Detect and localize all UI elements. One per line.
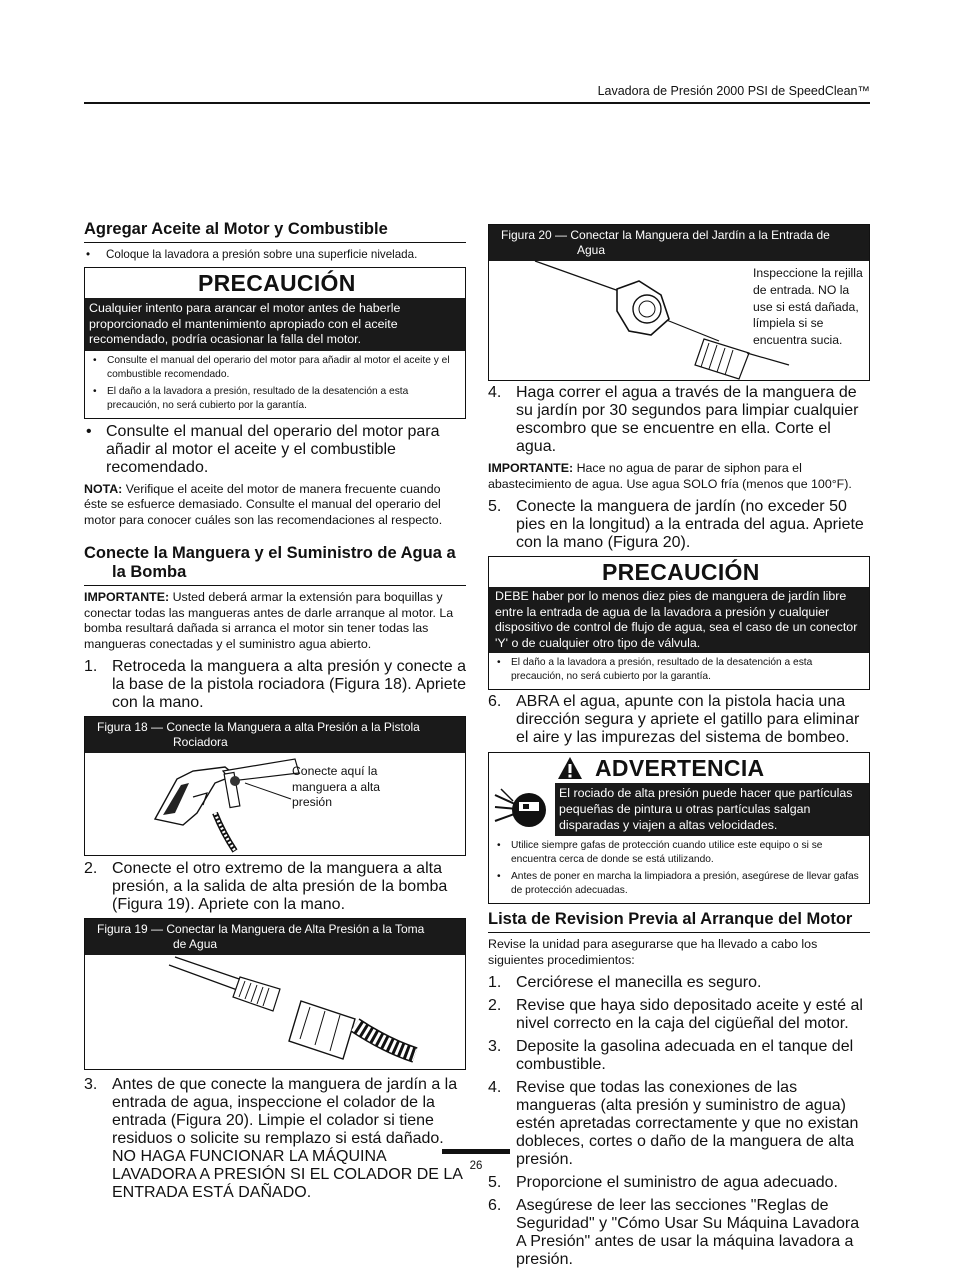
- list-item: • Consulte el manual del operario del motor para añadir al motor el aceite y el combustible recomendado.: [93, 354, 450, 380]
- list-item: • Consulte el manual del operario del motor para añadir al motor el aceite y el combustible recomendado.: [86, 422, 440, 476]
- checklist-intro: Revise la unidad para asegurarse que ha llevado a cabo los siguientes procedimientos:: [488, 937, 818, 967]
- important-paragraph: IMPORTANTE: Hace no agua de parar de siphon para el abastecimiento de agua. Use agua SOLO fría (menos que 100°F).: [488, 461, 852, 491]
- caution-body: Cualquier intento para arancar el motor antes de haberle proporcionado el mantenimiento apropiado con el aceite recomendado, podría ocasionar la falla del motor.: [85, 298, 465, 351]
- page-number: 26: [469, 1160, 483, 1172]
- note-paragraph: NOTA: Verifique el aceite del motor de manera frecuente cuando éste se esfuerce demasiado. Consulte el manual del operario del motor para conocer cuáles son las recomendaciones al respecto.: [84, 481, 443, 527]
- figure-caption: Figura 20 — Conectar la Manguera del Jardín a la Entrada de Agua: [489, 225, 869, 261]
- caution-title: PRECAUCIÓN: [602, 559, 760, 585]
- checklist-item: 4. Revise que todas las conexiones de las mangueras (alta presión y suministro de agua) estén apretadas correctamente y que no existan dobleces, cortes o daño de la manguera de alta presión.: [488, 1079, 859, 1168]
- figure-19: [84, 918, 466, 1070]
- step-3: 3. Antes de que conecte la manguera de jardín a la entrada de agua, inspeccione el colador de la entrada (Figura 20). Limpie el colador si tiene residuos o solicite su remplazo si está dañado. NO HAGA FUNCIONAR LA MÁQUINA LAVADORA A PRESIÓN SI EL COLADOR DE LA ENTRADA ESTÁ DAÑADO.: [84, 1076, 463, 1201]
- checklist-item: 3. Deposite la gasolina adecuada en el tanque del combustible.: [488, 1038, 854, 1073]
- warning-box: [488, 752, 870, 904]
- important-paragraph: IMPORTANTE: Usted deberá armar la extensión para boquillas y conectar todas las mangueras antes de darle arranque al motor. La bomba resultará dañada si arranca el motor sin tener todas las mangueras conectadas y el suministro agua abierto.: [84, 590, 454, 651]
- hose-connection-illustration: [85, 955, 464, 1069]
- list-item: • Coloque la lavadora a presión sobre una superficie nivelada.: [86, 248, 418, 261]
- figure-image: [85, 753, 465, 855]
- caution-list: [85, 351, 465, 418]
- spray-gun-illustration: [85, 753, 464, 855]
- page-number-bar: [442, 1149, 510, 1154]
- section-heading-oil: Agregar Aceite al Motor y Combustible: [84, 220, 466, 243]
- warning-title: ADVERTENCIA: [489, 753, 869, 783]
- caution-list: [489, 653, 869, 689]
- figure-callout: Conecte aquí la manguera a alta presión: [292, 764, 381, 809]
- warning-list: [489, 836, 869, 903]
- figure-caption: Figura 18 — Conecte la Manguera a alta Presión a la Pistola Rociadora: [85, 717, 465, 753]
- checklist-item: 6. Asegúrese de leer las secciones "Reglas de Seguridad" y "Cómo Usar Su Máquina Lavadora A Presión" antes de usar la máquina lavadora a presión.: [488, 1197, 860, 1268]
- list-item: • Utilice siempre gafas de protección cuando utilice este equipo o si se encuentra cerca de donde se está utilizando.: [497, 840, 823, 865]
- checklist-item: 1. Cerciórese el manecilla es seguro.: [488, 974, 762, 991]
- caution-box: [488, 556, 870, 690]
- header-rule: [84, 102, 870, 104]
- figure-callout: Inspeccione la rejilla de entrada. NO la use si está dañada, límpiela si se encuentra sucia.: [753, 266, 863, 348]
- figure-20: [488, 224, 870, 381]
- caution-box: [84, 267, 466, 419]
- page-header: Lavadora de Presión 2000 PSI de SpeedClean™: [597, 84, 870, 98]
- step-5: 5. Conecte la manguera de jardín (no exceder 50 pies en la longitud) a la entrada del agua. Apriete con la mano (Figura 20).: [488, 498, 864, 551]
- warning-body: El rociado de alta presión puede hacer que partículas pequeñas de pintura u otras partículas salgan disparadas y viajen a altas velocidades.: [555, 783, 869, 836]
- bullet: •: [86, 248, 91, 261]
- list-item: • El daño a la lavadora a presión, resultado de la desatención a esta precaución, no será cubierto por la garantía.: [497, 657, 813, 682]
- right-column: [488, 224, 870, 1269]
- step-4: 4. Haga correr el agua a través de la manguera de su jardín por 30 segundos para limpiar cualquier escombro que se encuentre en ella. Corte el agua.: [488, 384, 859, 455]
- list-item: • Antes de poner en marcha la limpiadora a presión, asegúrese de llevar gafas de protección adecuadas.: [497, 871, 859, 896]
- section-heading-checklist: Lista de Revision Previa al Arranque del Motor: [488, 910, 870, 933]
- checklist-item: 2. Revise que haya sido depositado aceite y esté al nivel correcto en la caja del cigüeñal del motor.: [488, 997, 863, 1032]
- figure-caption: Figura 19 — Conectar la Manguera de Alta Presión a la Toma de Agua: [85, 919, 465, 955]
- figure-18: [84, 716, 466, 856]
- checklist: [488, 974, 870, 1269]
- eye-protection-icon: [489, 783, 555, 836]
- step-1: 1. Retroceda la manguera a alta presión y conecte a la base de la pistola rociadora (Figura 18). Apriete con la mano.: [84, 658, 466, 711]
- section-heading-hose: Conecte la Manguera y el Suministro de Agua a la Bomba: [84, 544, 466, 586]
- warning-triangle-icon: [557, 756, 583, 780]
- left-column: [84, 220, 466, 1202]
- warning-body-row: [489, 783, 869, 836]
- checklist-item: 5. Proporcione el suministro de agua adecuado.: [488, 1174, 838, 1191]
- caution-title: PRECAUCIÓN: [198, 270, 356, 296]
- caution-body: DEBE haber por lo menos diez pies de manguera de jardín libre entre la entrada de agua de la lavadora a presión y cualquier dispositivo de control de flujo de agua, sea el caso de un conector 'Y' o de cualquier otro tipo de válvula.: [489, 587, 869, 653]
- figure-image: [489, 261, 869, 380]
- figure-image: [85, 955, 465, 1069]
- step-6: 6. ABRA el agua, apunte con la pistola hacia una dirección segura y apriete el gatillo para eliminar el aire y las impurezas del sistema de bombeo.: [488, 693, 860, 746]
- list-item: • El daño a la lavadora a presión, resultado de la desatención a esta precaución, no será cubierto por la garantía.: [93, 385, 409, 411]
- step-2: 2. Conecte el otro extremo de la manguera a alta presión, a la salida de alta presión de la bomba (Figura 19). Apriete con la mano.: [84, 860, 448, 913]
